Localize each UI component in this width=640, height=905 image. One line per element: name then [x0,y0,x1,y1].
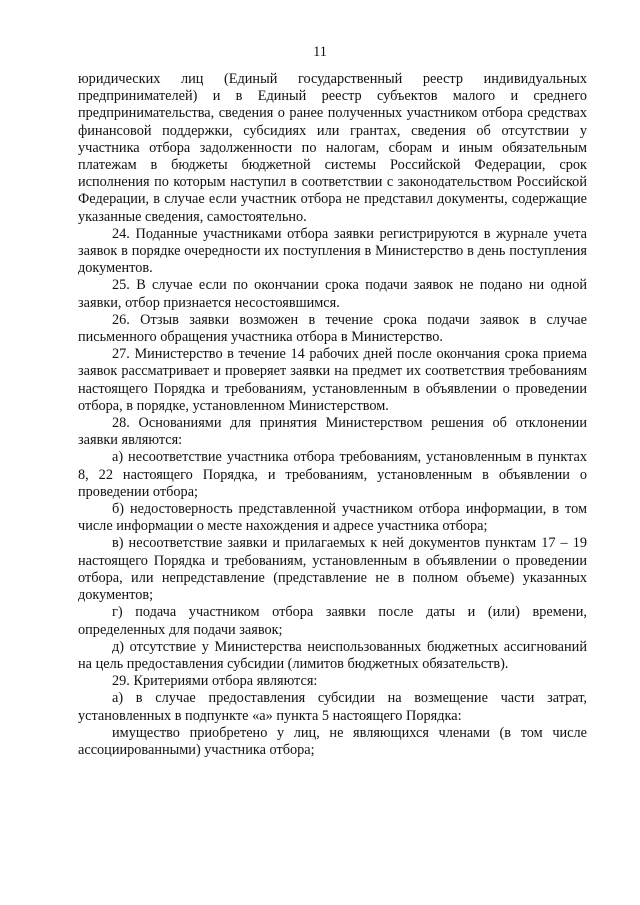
paragraph-24: 24. Поданные участниками отбора заявки регистрируются в журнале учета заявок в порядке очередности их поступления в Министерство в день поступления документов. [78,225,587,277]
paragraph-28: 28. Основаниями для принятия Министерством решения об отклонении заявки являются: [78,415,587,449]
paragraph-28-b: б) недостоверность представленной участником отбора информации, в том числе информации о месте нахождения и адресе участника отбора; [78,501,587,535]
paragraph-29-a: а) в случае предоставления субсидии на возмещение части затрат, установленных в подпункте «а» пункта 5 настоящего Порядка: [78,690,587,724]
paragraph-26: 26. Отзыв заявки возможен в течение срока подачи заявок в случае письменного обращения участника отбора в Министерство. [78,311,587,346]
paragraph-29-a-criterion: имущество приобретено у лиц, не являющихся членами (в том числе ассоциированными) участника отбора; [78,724,587,758]
paragraph-27: 27. Министерство в течение 14 рабочих дней после окончания срока приема заявок рассматривает и проверяет заявки на предмет их соответствия требованиям настоящего Порядка и требованиям, установленным в объявлении о проведении отбора, в порядке, установленном Министерством. [78,346,587,414]
page-number: 11 [313,44,327,60]
paragraph-25: 25. В случае если по окончании срока подачи заявок не подано ни одной заявки, отбор признается несостоявшимся. [78,277,587,311]
paragraph-29: 29. Критериями отбора являются: [112,673,318,690]
paragraph-28-d: д) отсутствие у Министерства неиспользованных бюджетных ассигнований на цель предоставления субсидии (лимитов бюджетных обязательств). [78,638,587,672]
paragraph-continuation: юридических лиц (Единый государственный реестр индивидуальных предпринимателей) и в Единый реестр субъектов малого и среднего предпринимательства, сведения о ранее полученных участником отбора средствах финансовой поддержки, субсидиях или грантах, сведения об отсутствии у участника отбора задолженности по налогам, сборам и иным обязательным платежам в бюджеты бюджетной системы Российской Федерации, срок исполнения по которым наступил в соответствии с законодательством Российской Федерации, в случае если участник отбора не представил документы, содержащие указанные сведения, самостоятельно. [78,71,587,225]
document-body [78,71,587,759]
paragraph-28-g: г) подача участником отбора заявки после даты и (или) времени, определенных для подачи заявок; [78,604,587,638]
paragraph-28-a: а) несоответствие участника отбора требованиям, установленным в пунктах 8, 22 настоящего Порядка, и требованиям, установленным в объявлении о проведении отбора; [78,449,587,500]
paragraph-28-v: в) несоответствие заявки и прилагаемых к ней документов пунктам 17 – 19 настоящего Порядка и требованиям, установленным в объявлении о проведении отбора, или непредставление (представление не в полном объеме) указанных документов; [78,535,587,604]
